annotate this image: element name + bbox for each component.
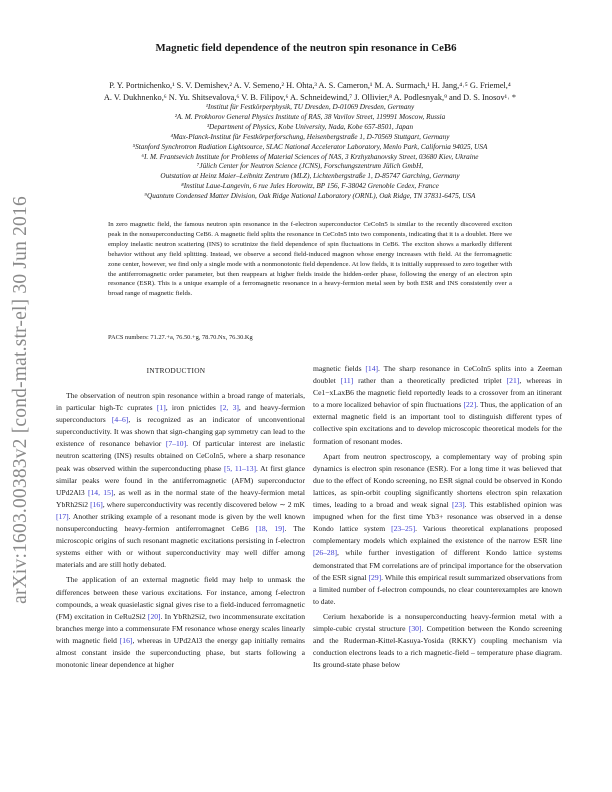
arxiv-stamp-text: arXiv:1603.00383v2 [cond-mat.str-el] 30 Jun 2016	[10, 196, 31, 604]
citation-link[interactable]: [23]	[452, 500, 465, 510]
affiliation: ⁵Stanford Synchrotron Radiation Lightsource, SLAC National Accelerator Laboratory, Menlo Park, California 94025, USA	[132, 142, 488, 151]
citation-link[interactable]: [17]	[56, 511, 69, 521]
citation-link[interactable]: [22]	[463, 400, 477, 410]
citation-link[interactable]: [29]	[368, 572, 382, 582]
author-line: A. V. Dukhnenko,⁶ N. Yu. Shitsevalova,⁶ V. B. Filipov,⁶ A. Schneidewind,⁷ J. Ollivier,⁸ A. Podlesnyak,⁹ and D. S. Inosov¹˒ *	[103, 92, 517, 102]
citation-link[interactable]: [4–6]	[111, 415, 129, 425]
affiliation: ⁸Institut Laue-Langevin, 6 rue Jules Horowitz, BP 156, F-38042 Grenoble Cedex, France	[181, 182, 439, 191]
citation-link[interactable]: [16]	[90, 499, 103, 509]
affiliation: ²A. M. Prokhorov General Physics Institute of RAS, 38 Vavilov Street, 119991 Moscow, Russia	[174, 112, 446, 121]
affiliation: ⁴Max-Planck-Institut für Festkörperforschung, Heisenbergstraße 1, D-70569 Stuttgart, Germany	[170, 132, 450, 141]
author-list	[40, 80, 580, 103]
citation-link[interactable]: [2, 3]	[220, 403, 239, 413]
paragraph: Apart from neutron spectroscopy, a complementary way of probing spin dynamics is electron spin resonance (ESR). For a long time it was believed that due to the effect of Kondo screening, no ESR signal could be observed in Kondo lattices, as spin-orbit coupling significantly shortens electron spin relaxation times, leading to a broad and weak signal [23]. This established opinion was impugned when for the first time Yb3+ resonance was observed in a dense Kondo lattice system [23–25]. Various theoretical explanations proposed complementary models which explained the existence of the narrow ESR line [26–28], while further investigation of different Kondo lattice systems demonstrated that FM correlations are of principal importance for the observation of the ESR signal [29]. While this empirical result summarized observations from a limited number of f-electron compounds, no clear counterexamples are known to date.	[313, 451, 562, 606]
citation-link[interactable]: [11]	[340, 376, 354, 386]
affiliation: ⁹Quantum Condensed Matter Division, Oak Ridge National Laboratory (ORNL), Oak Ridge, TN 37831-6475, USA	[144, 192, 476, 201]
pacs-numbers: PACS numbers: 71.27.+a, 76.50.+g, 78.70.Nx, 76.30.Kg	[108, 334, 253, 341]
citation-link[interactable]: [30]	[408, 623, 422, 633]
author-line: P. Y. Portnichenko,¹ S. V. Demishev,² A. V. Semeno,² H. Ohta,³ A. S. Cameron,¹ M. A. Surmach,¹ H. Jang,⁴˒⁵ G. Friemel,⁴	[109, 81, 511, 90]
affiliation-list	[40, 103, 580, 202]
citation-link[interactable]: [26–28]	[313, 548, 338, 558]
paragraph: magnetic fields [14]. The sharp resonance in CeCoIn5 splits into a Zeeman doublet [11] rather than a theoretically predicted triplet [21], whereas in Ce1−xLaxB6 the magnetic field reportedly leads to a crossover from an itinerant to a more localized behavior of spin fluctuations [22]. Thus, the application of an external magnetic field is an important tool to distinguish different types of collective spin excitations and to develop microscopic theoretical models for the formation of resonant modes.	[313, 364, 562, 446]
citation-link[interactable]: [14, 15]	[87, 487, 114, 497]
left-column	[56, 390, 305, 674]
affiliation: Outstation at Heinz Maier–Leibnitz Zentrum (MLZ), Lichtenbergstraße 1, D-85747 Garching, Germany	[160, 172, 460, 181]
citation-link[interactable]: [16]	[119, 635, 133, 645]
section-heading-introduction: INTRODUCTION	[146, 366, 206, 375]
citation-link[interactable]: [7–10]	[165, 439, 187, 449]
affiliation: ⁶I. M. Frantsevich Institute for Problems of Material Sciences of NAS, 3 Krzhyzhanovsky Street, 03680 Kiev, Ukraine	[141, 152, 479, 161]
right-column	[313, 363, 562, 674]
citation-link[interactable]: [20]	[147, 611, 161, 621]
affiliation: ¹Institut für Festkörperphysik, TU Dresden, D-01069 Dresden, Germany	[205, 103, 415, 111]
citation-link[interactable]: [18, 19]	[255, 524, 285, 534]
citation-link[interactable]: [23–25]	[391, 524, 416, 534]
affiliation: ⁷Jülich Center for Neutron Science (JCNS), Forschungszentrum Jülich GmbH,	[196, 162, 424, 171]
citation-link[interactable]: [5, 11–13]	[223, 463, 257, 473]
citation-link[interactable]: [14]	[365, 364, 379, 373]
abstract: In zero magnetic field, the famous neutron spin resonance in the f-electron superconductor CeCoIn5 is similar to the recently discovered exciton peak in the nonsuperconducting CeB6. A magnetic field splits the resonance in CeCoIn5 into two components, indicating that it is a doublet. Here we employ inelastic neutron scattering (INS) to scrutinize the field dependence of spin fluctuations in CeB6. The exciton shows a markedly different behavior without any field splitting. Instead, we observe a second field-induced magnon whose energy increases with field. At the ferromagnetic zone center, however, we find only a single mode with a nonmonotonic field dependence. At low fields, it is initially suppressed to zero together with the antiferromagnetic order parameter, but then reappears at higher fields inside the hidden-order phase, following the energy of an electron spin resonance (ESR). This is a unique example of a ferromagnetic resonance in a heavy-fermion metal seen by both ESR and INS consistently over a broad range of magnetic fields.	[108, 221, 512, 298]
paragraph: The observation of neutron spin resonance within a broad range of materials, in particular high-Tc cuprates [1], iron pnictides [2, 3], and heavy-fermion superconductors [4–6], is recognized as an indicator of unconventional superconductivity. It was shown that sign-changing gap symmetry can lead to the existence of resonance behavior [7–10]. Of particular interest are inelastic neutron scattering (INS) results obtained on CeCoIn5, where a sharp resonance peak was observed within the superconducting phase [5, 11–13]. At first glance similar peaks were found in the antiferromagnetic (AFM) superconductor UPd2Al3 [14, 15], as well as in the normal state of the heavy-fermion metal YbRh2Si2 [16], where superconductivity was recently discovered below ∼ 2 mK [17]. Another striking example of a resonant mode is given by the well known nonsuperconducting heavy-fermion antiferromagnet CeB6 [18, 19]. The microscopic origins of such resonant magnetic excitations persisting in f-electron systems either with or without superconductivity may well differ among materials and are still hotly debated.	[56, 391, 306, 570]
paragraph: The application of an external magnetic field may help to unmask the differences between these various excitations. For instance, among f-electron compounds, a weak quasielastic signal gives rise to a field-induced ferromagnetic (FM) excitation in CeRu2Si2 [20]. In YbRh2Si2, two incommensurate excitation branches merge into a commensurate FM resonance whose energy scales linearly with magnetic field [16], whereas in UPd2Al3 the energy gap initially remains almost constant inside the superconducting phase, but starts following a monotonic linear dependence at higher	[56, 575, 306, 670]
citation-link[interactable]: [1]	[156, 403, 166, 413]
arxiv-stamp	[6, 180, 36, 620]
paragraph: Cerium hexaboride is a nonsuperconducting heavy-fermion metal with a simple-cubic crystal structure [30]. Competition between the Kondo screening and the Ruderman-Kittel-Kasuya-Yosida (RKKY) coupling mechanism via conduction electrons leads to a rich magnetic-field – temperature phase diagram. Its ground-state phase below	[313, 611, 563, 670]
paper-title: Magnetic field dependence of the neutron spin resonance in CeB6	[155, 42, 457, 54]
affiliation: ³Department of Physics, Kobe University, Nada, Kobe 657-8501, Japan	[206, 122, 414, 131]
citation-link[interactable]: [21]	[506, 376, 520, 386]
